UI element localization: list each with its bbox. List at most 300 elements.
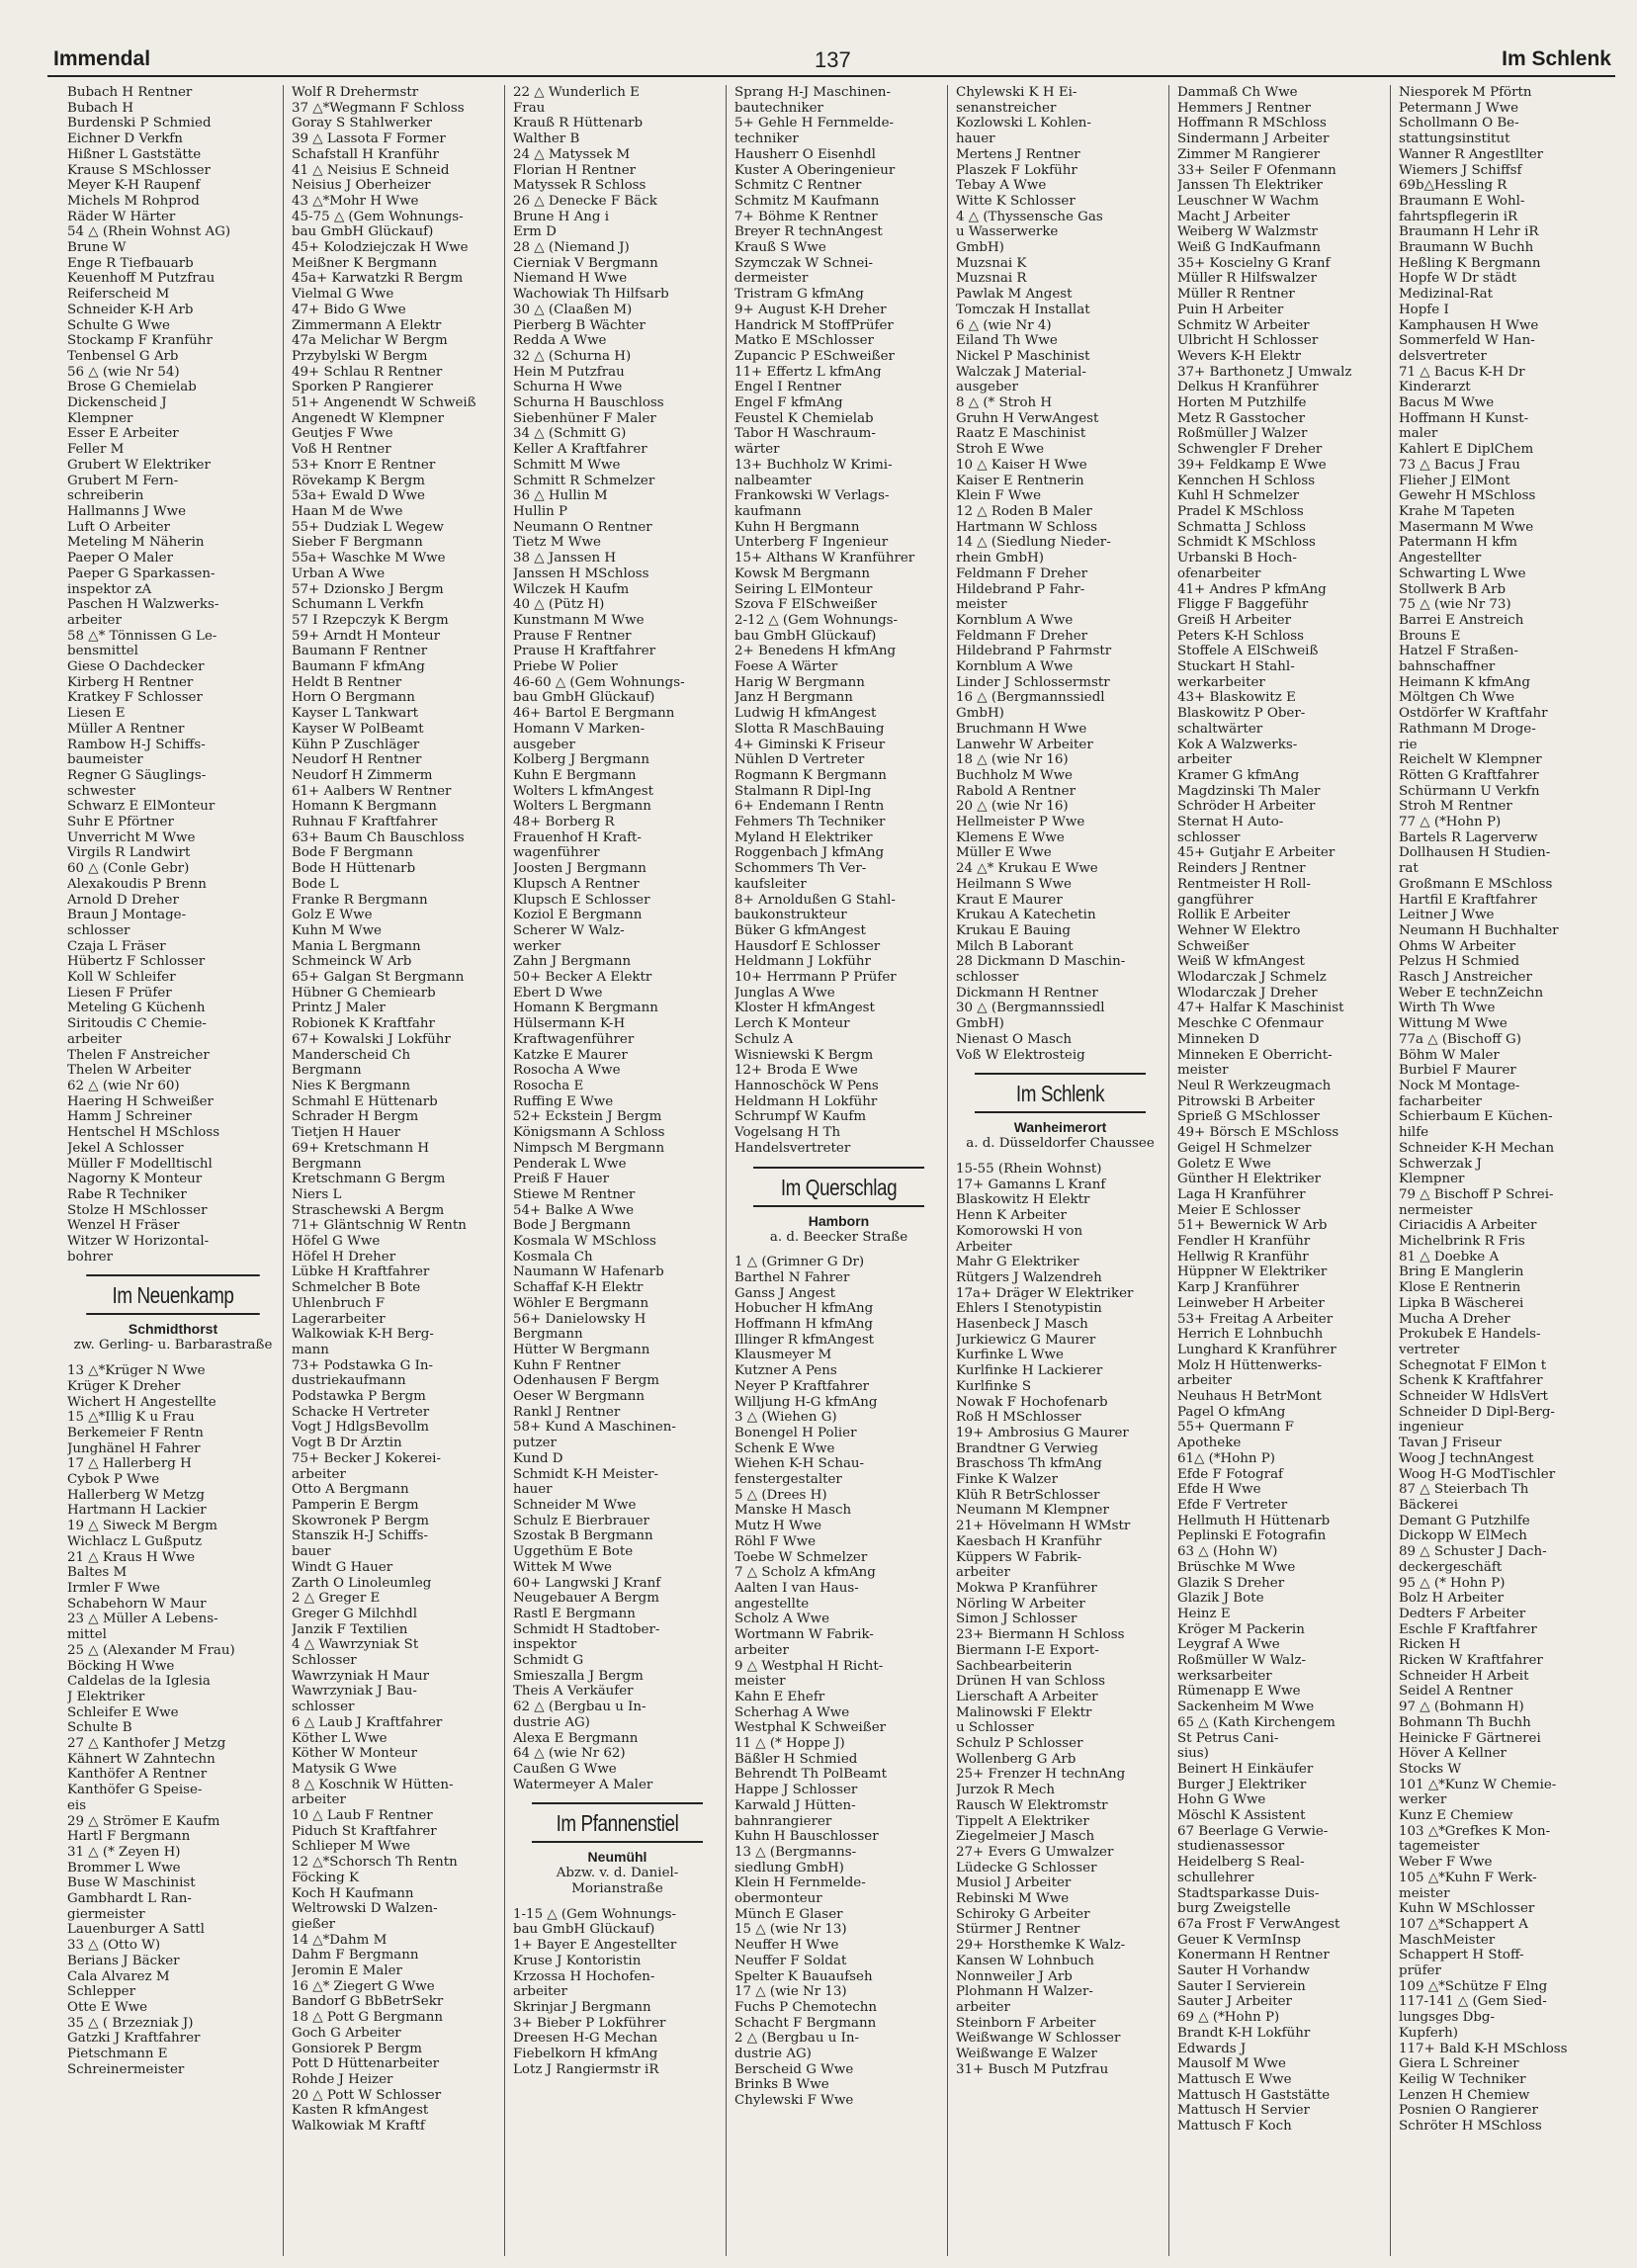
- directory-entry: 4 △ (Thyssensche Gas: [956, 209, 1103, 224]
- directory-entry: Keilig W Techniker: [1399, 2072, 1526, 2087]
- directory-entry: Hohn G Wwe: [1177, 1792, 1266, 1808]
- directory-entry: Stroh E Wwe: [956, 442, 1045, 458]
- directory-entry: Schröder H Arbeiter: [1177, 799, 1316, 815]
- directory-entry: 43 △*Mohr H Wwe: [292, 193, 419, 209]
- directory-entry: Grubert M Fern-: [67, 473, 179, 488]
- directory-entry: 14 △ (Siedlung Nieder-: [956, 535, 1111, 551]
- directory-entry: Meschke C Ofenmaur: [1177, 1016, 1324, 1032]
- directory-entry: Gewehr H MSchloss: [1399, 488, 1536, 504]
- directory-entry: sius): [1177, 1746, 1209, 1762]
- directory-entry: Sprang H-J Maschinen-: [734, 85, 892, 100]
- directory-entry: Bäckerei: [1399, 1497, 1458, 1513]
- directory-entry: angestellte: [734, 1596, 810, 1612]
- directory-entry: Wichert H Angestellte: [67, 1394, 216, 1410]
- directory-entry: Geuer K VermInsp: [1177, 1932, 1301, 1948]
- directory-entry: ingenieur: [1399, 1420, 1464, 1436]
- directory-entry: Leitner J Wwe: [1399, 908, 1495, 923]
- directory-entry: Lübke H Kraftfahrer: [292, 1265, 430, 1280]
- directory-entry: Schwengler F Dreher: [1177, 442, 1323, 458]
- directory-entry: Rötten G Kraftfahrer: [1399, 767, 1539, 783]
- directory-entry: Gambhardt L Ran-: [67, 1891, 192, 1907]
- directory-entry: Homann K Bergmann: [292, 799, 437, 815]
- directory-entry: Thelen W Arbeiter: [67, 1063, 192, 1079]
- directory-entry: Lüdecke G Schlosser: [956, 1860, 1097, 1875]
- street-heading: Im Neuenkamp: [86, 1274, 259, 1315]
- directory-entry: Bruchmann H Wwe: [956, 721, 1087, 737]
- directory-entry: Nickel P Maschinist: [956, 348, 1090, 364]
- directory-entry: 65+ Galgan St Bergmann: [292, 970, 465, 986]
- directory-entry: Köther W Monteur: [292, 1746, 418, 1762]
- directory-entry: Kratkey F Schlosser: [67, 690, 203, 706]
- directory-entry: 21+ Hövelmann H WMstr: [956, 1519, 1131, 1534]
- directory-entry: Janzik F Textilien: [292, 1621, 408, 1637]
- directory-entry: Rankl J Rentner: [513, 1404, 621, 1420]
- directory-entry: Gatzki J Kraftfahrer: [67, 2031, 201, 2047]
- directory-entry: 33 △ (Otto W): [67, 1938, 161, 1954]
- directory-entry: 3 △ (Wiehen G): [734, 1410, 837, 1426]
- directory-entry: Golz E Wwe: [292, 908, 373, 923]
- directory-entry: Wollenberg G Arb: [956, 1751, 1077, 1767]
- directory-entry: Burger J Elektriker: [1177, 1777, 1307, 1792]
- directory-entry: Windt G Hauer: [292, 1559, 393, 1575]
- directory-entry: Nienast O Masch: [956, 1031, 1072, 1047]
- directory-entry: Krauß S Wwe: [734, 240, 826, 256]
- directory-entry: Hemmers J Rentner: [1177, 100, 1312, 116]
- directory-entry: Krukau A Katechetin: [956, 908, 1096, 923]
- directory-entry: Klein F Wwe: [956, 488, 1042, 504]
- directory-entry: Nagorny K Monteur: [67, 1172, 203, 1187]
- directory-entry: delsvertreter: [1399, 348, 1487, 364]
- directory-entry: kaufmann: [734, 503, 802, 519]
- directory-entry: Stiewe M Rentner: [513, 1186, 636, 1202]
- directory-entry: Neugebauer A Bergm: [513, 1591, 659, 1607]
- directory-entry: 45a+ Karwatzki R Bergm: [292, 271, 464, 287]
- directory-entry: Brandtner G Verwieg: [956, 1440, 1098, 1456]
- directory-entry: Willjung H-G kfmAng: [734, 1394, 878, 1410]
- directory-entry: Koll W Schleifer: [67, 970, 176, 986]
- directory-entry: 25 △ (Alexander M Frau): [67, 1642, 235, 1658]
- directory-entry: Lagerarbeiter: [292, 1311, 386, 1327]
- directory-entry: Schmidt K MSchloss: [1177, 535, 1316, 551]
- directory-entry: Lierschaft A Arbeiter: [956, 1689, 1098, 1704]
- directory-entry: Brinks B Wwe: [734, 2077, 829, 2093]
- directory-entry: Pitrowski B Arbeiter: [1177, 1093, 1315, 1109]
- directory-entry: 28 △ (Niemand J): [513, 240, 630, 256]
- directory-entry: Jurzok R Mech: [956, 1783, 1055, 1798]
- directory-entry: Edwards J: [1177, 2041, 1247, 2056]
- directory-entry: Schneider D Dipl-Berg-: [1399, 1404, 1555, 1420]
- directory-entry: Krzossa H Hochofen-: [513, 1968, 655, 1984]
- directory-entry: 23+ Biermann H Schloss: [956, 1627, 1125, 1643]
- directory-entry: Nonnweiler J Arb: [956, 1968, 1073, 1984]
- directory-entry: Schleifer E Wwe: [67, 1704, 179, 1720]
- directory-entry: arbeiter: [1177, 752, 1232, 768]
- directory-entry: Leygraf A Wwe: [1177, 1637, 1280, 1653]
- directory-entry: Caldelas de la Iglesia: [67, 1674, 211, 1690]
- directory-entry: 103 △*Grefkes K Mon-: [1399, 1823, 1551, 1839]
- directory-entry: Woog H-G ModTischler: [1399, 1466, 1556, 1482]
- directory-entry: hilfe: [1399, 1125, 1429, 1141]
- directory-entry: Eiland Th Wwe: [956, 333, 1058, 349]
- directory-entry: Fehmers Th Techniker: [734, 815, 886, 830]
- directory-entry: 71 △ Bacus K-H Dr: [1399, 364, 1525, 380]
- directory-entry: Engel I Rentner: [734, 380, 841, 395]
- directory-entry: Eichner D Verkfn: [67, 131, 183, 147]
- directory-entry: Nies K Bergmann: [292, 1079, 410, 1093]
- directory-entry: 19 △ Siweck M Bergm: [67, 1519, 217, 1534]
- directory-entry: Weber F Wwe: [1399, 1855, 1493, 1871]
- directory-entry: Konermann H Rentner: [1177, 1948, 1330, 1963]
- directory-entry: Kozlowski L Kohlen-: [956, 116, 1091, 131]
- district-heading: Wanheimerort: [1013, 1119, 1107, 1136]
- directory-entry: Kuhn E Bergmann: [513, 767, 637, 783]
- directory-entry: 10 △ Kaiser H Wwe: [956, 457, 1087, 473]
- directory-entry: Paeper O Maler: [67, 551, 174, 567]
- directory-entry: Bode F Bergmann: [292, 845, 413, 861]
- directory-entry: Bode L: [292, 876, 339, 892]
- directory-entry: 55a+ Waschke M Wwe: [292, 551, 446, 567]
- directory-entry: u Wasserwerke: [956, 224, 1059, 240]
- directory-entry: Roggenbach J kfmAng: [734, 845, 885, 861]
- directory-entry: Hopfe W Dr städt: [1399, 271, 1517, 287]
- directory-entry: vertreter: [1399, 1342, 1460, 1357]
- directory-entry: Kaiser E Rentnerin: [956, 473, 1084, 488]
- directory-entry: 95 △ (* Hohn P): [1399, 1575, 1506, 1591]
- directory-entry: Caußen G Wwe: [513, 1761, 617, 1777]
- directory-entry: schlosser: [67, 922, 130, 938]
- directory-entry: Krukau E Bauing: [956, 922, 1071, 938]
- directory-entry: Röhl F Wwe: [734, 1533, 817, 1549]
- directory-entry: Klemens E Wwe: [956, 829, 1065, 845]
- directory-entry: Sauter J Arbeiter: [1177, 1994, 1292, 2010]
- directory-entry: Hütter W Bergmann: [513, 1342, 650, 1357]
- directory-entry: Köther L Wwe: [292, 1730, 388, 1746]
- directory-entry: Kramer G kfmAng: [1177, 767, 1300, 783]
- directory-entry: GmbH): [956, 1016, 1004, 1032]
- directory-entry: Sachbearbeiterin: [956, 1658, 1073, 1674]
- directory-entry: Schmatta J Schloss: [1177, 519, 1306, 535]
- directory-entry: Dammaß Ch Wwe: [1177, 85, 1298, 100]
- directory-entry: 51+ Angenendt W Schweiß: [292, 395, 476, 411]
- directory-entry: Kurlfinke S: [956, 1378, 1032, 1394]
- directory-entry: kaufsleiter: [734, 876, 807, 892]
- directory-entry: 67a Frost F VerwAngest: [1177, 1916, 1340, 1932]
- directory-entry: Stanszik H-J Schiffs-: [292, 1528, 429, 1544]
- directory-entry: Gonsiorek P Bergm: [292, 2041, 422, 2056]
- directory-entry: Dedters F Arbeiter: [1399, 1606, 1526, 1621]
- directory-entry: 56 △ (wie Nr 54): [67, 364, 180, 380]
- directory-entry: 51+ Bewernick W Arb: [1177, 1218, 1328, 1234]
- directory-entry: Rasch J Anstreicher: [1399, 970, 1532, 986]
- directory-entry: Prause F Rentner: [513, 628, 632, 644]
- page-header: [47, 44, 1615, 77]
- directory-entry: Homann K Bergmann: [513, 1001, 658, 1016]
- directory-entry: Brommer L Wwe: [67, 1860, 181, 1875]
- directory-entry: Schulte B: [67, 1720, 132, 1736]
- directory-entry: 79 △ Bischoff P Schrei-: [1399, 1186, 1554, 1202]
- directory-entry: Cierniak V Bergmann: [513, 255, 658, 271]
- directory-entry: Leinweber H Arbeiter: [1177, 1295, 1325, 1311]
- directory-entry: Geigel H Schmelzer: [1177, 1140, 1312, 1156]
- directory-entry: Sauter I Servierein: [1177, 1978, 1306, 1994]
- directory-entry: Wichlacz L Gußputz: [67, 1533, 203, 1549]
- directory-entry: Behrendt Th PolBeamt: [734, 1767, 887, 1783]
- directory-entry: Meißner K Bergmann: [292, 255, 437, 271]
- directory-entry: bautechniker: [734, 100, 823, 116]
- directory-entry: 48+ Borberg R: [513, 815, 615, 830]
- directory-entry: 45-75 △ (Gem Wohnungs-: [292, 209, 464, 224]
- directory-entry: Enge R Tiefbauarb: [67, 255, 194, 271]
- directory-entry: Ricken W Kraftfahrer: [1399, 1653, 1543, 1669]
- directory-entry: Wehner W Elektro: [1177, 922, 1301, 938]
- directory-entry: Urban A Wwe: [292, 566, 386, 581]
- directory-entry: 33+ Seiler F Ofenmann: [1177, 162, 1336, 178]
- directory-entry: Brandt K-H Lokführ: [1177, 2025, 1311, 2041]
- directory-entry: Unverricht M Wwe: [67, 829, 196, 845]
- directory-entry: arbeiter: [292, 1792, 346, 1808]
- directory-entry: 32 △ (Schurna H): [513, 348, 632, 364]
- directory-entry: Burbiel F Maurer: [1399, 1063, 1516, 1079]
- directory-entry: Plohmann H Walzer-: [956, 1984, 1093, 2000]
- directory-entry: Efde F Vertreter: [1177, 1497, 1288, 1513]
- directory-columns: [61, 85, 1615, 2256]
- directory-entry: Berians J Bäcker: [67, 1953, 180, 1968]
- directory-entry: Pamperin E Bergm: [292, 1497, 419, 1513]
- directory-entry: 7 △ Scholz A kfmAng: [734, 1565, 876, 1581]
- directory-entry: Naumann W Hafenarb: [513, 1265, 664, 1280]
- directory-entry: Heidelberg S Real-: [1177, 1855, 1305, 1871]
- directory-entry: Schiroky G Arbeiter: [956, 1906, 1090, 1922]
- directory-entry: 40 △ (Pütz H): [513, 597, 605, 613]
- directory-entry: 45+ Gutjahr E Arbeiter: [1177, 845, 1335, 861]
- directory-entry: Florian H Rentner: [513, 162, 637, 178]
- directory-entry: rhein GmbH): [956, 551, 1044, 567]
- directory-entry: Macht J Arbeiter: [1177, 209, 1290, 224]
- directory-entry: Raatz E Maschinist: [956, 426, 1086, 442]
- directory-entry: Neisius J Oberheizer: [292, 178, 431, 194]
- directory-entry: Cala Alvarez M: [67, 1968, 170, 1984]
- directory-entry: Wiehen K-H Schau-: [734, 1456, 865, 1472]
- directory-entry: Muzsnai R: [956, 271, 1027, 287]
- directory-entry: Arbeiter: [956, 1239, 1012, 1255]
- directory-entry: Bring E Manglerin: [1399, 1265, 1524, 1280]
- directory-entry: hauer: [513, 1482, 553, 1498]
- directory-entry: J Elektriker: [67, 1689, 145, 1704]
- directory-entry: Braun J Montage-: [67, 908, 187, 923]
- district-heading: Hamborn: [808, 1212, 870, 1229]
- directory-entry: inspektor zA: [67, 581, 152, 597]
- directory-entry: Kolberg J Bergmann: [513, 752, 650, 768]
- directory-entry: Siritoudis C Chemie-: [67, 1016, 207, 1032]
- directory-entry: Wittek M Wwe: [513, 1559, 612, 1575]
- directory-entry: 17 △ (wie Nr 13): [734, 1984, 847, 2000]
- directory-entry: Leuschner W Wachm: [1177, 193, 1320, 209]
- directory-entry: nalbeamter: [734, 473, 812, 488]
- directory-entry: Schacke H Vertreter: [292, 1404, 430, 1420]
- directory-entry: Kosmala Ch: [513, 1249, 593, 1265]
- directory-entry: Bandorf G BbBetrSekr: [292, 1994, 444, 2010]
- directory-entry: 62 △ (wie Nr 60): [67, 1079, 180, 1093]
- directory-entry: Müller E Wwe: [956, 845, 1052, 861]
- street-heading: Im Schlenk: [975, 1073, 1146, 1113]
- directory-entry: Seidel A Rentner: [1399, 1684, 1513, 1700]
- directory-entry: Buchholz M Wwe: [956, 767, 1073, 783]
- directory-entry: Zarth O Linoleumleg: [292, 1575, 432, 1591]
- directory-entry: 9 △ Westphal H Richt-: [734, 1658, 884, 1674]
- directory-entry: Hildebrand P Fahr-: [956, 581, 1085, 597]
- directory-entry: arbeiter: [67, 612, 122, 628]
- directory-entry: Schmitt R Schmelzer: [513, 473, 655, 488]
- directory-entry: Bacus M Wwe: [1399, 395, 1495, 411]
- directory-entry: Kuster A Oberingenieur: [734, 162, 896, 178]
- directory-entry: Petermann J Wwe: [1399, 100, 1518, 116]
- directory-entry: Burdenski P Schmied: [67, 116, 212, 131]
- directory-entry: Engel F kfmAng: [734, 395, 843, 411]
- directory-entry: 46-60 △ (Gem Wohnungs-: [513, 674, 685, 690]
- directory-entry: Molz H Hüttenwerks-: [1177, 1357, 1323, 1373]
- directory-entry: 11+ Effertz L kfmAng: [734, 364, 882, 380]
- directory-entry: deckergeschäft: [1399, 1559, 1503, 1575]
- directory-entry: Straschewski A Bergm: [292, 1202, 445, 1218]
- directory-entry: 63+ Baum Ch Bauschloss: [292, 829, 465, 845]
- directory-entry: Schmitz C Rentner: [734, 178, 862, 194]
- directory-entry: Lenzen H Chemiew: [1399, 2087, 1530, 2103]
- directory-entry: Meier E Schlosser: [1177, 1202, 1301, 1218]
- directory-entry: Buse W Maschinist: [67, 1875, 196, 1891]
- directory-entry: Walkowiak K-H Berg-: [292, 1327, 434, 1343]
- directory-entry: Haering H Schweißer: [67, 1093, 214, 1109]
- directory-entry: dustriekaufmann: [292, 1373, 406, 1389]
- directory-entry: Mattusch H Gaststätte: [1177, 2087, 1331, 2103]
- directory-entry: bahnrangierer: [734, 1813, 832, 1829]
- directory-entry: Mahr G Elektriker: [956, 1255, 1079, 1270]
- directory-entry: Schenk K Kraftfahrer: [1399, 1373, 1543, 1389]
- directory-entry: schlosser: [1177, 829, 1241, 845]
- directory-entry: Hartfil E Kraftfahrer: [1399, 892, 1537, 908]
- directory-entry: Schierbaum E Küchen-: [1399, 1109, 1553, 1125]
- directory-entry: ausgeber: [513, 737, 575, 752]
- directory-entry: Meteling M Näherin: [67, 535, 205, 551]
- directory-entry: wärter: [734, 442, 780, 458]
- directory-entry: Rentmeister H Roll-: [1177, 876, 1311, 892]
- directory-entry: 55+ Quermann F: [1177, 1420, 1294, 1436]
- directory-entry: 5+ Gehle H Fernmelde-: [734, 116, 895, 131]
- directory-entry: Keller A Kraftfahrer: [513, 442, 647, 458]
- directory-entry: 31 △ (* Zeyen H): [67, 1844, 181, 1860]
- header-right-street: Im Schlenk: [1502, 47, 1611, 70]
- directory-entry: Przybylski W Bergm: [292, 348, 428, 364]
- directory-entry: Weißwange E Walzer: [956, 2047, 1097, 2062]
- directory-entry: Roßmüller W Walz-: [1177, 1653, 1307, 1669]
- directory-entry: Schmahl E Hüttenarb: [292, 1093, 438, 1109]
- directory-entry: Bergmann: [292, 1156, 362, 1172]
- directory-entry: Neuhaus H BetrMont: [1177, 1389, 1322, 1405]
- directory-entry: Vielmal G Wwe: [292, 287, 394, 303]
- directory-entry: 18 △ (wie Nr 16): [956, 752, 1069, 768]
- directory-entry: bauer: [292, 1544, 331, 1560]
- directory-entry: 29 △ Strömer E Kaufm: [67, 1813, 220, 1829]
- directory-entry: Ricken H: [1399, 1637, 1461, 1653]
- directory-entry: Neumann M Klempner: [956, 1503, 1109, 1519]
- directory-entry: Dollhausen H Studien-: [1399, 845, 1551, 861]
- directory-entry: Böcking H Wwe: [67, 1658, 175, 1674]
- directory-entry: Woog J technAngest: [1399, 1450, 1534, 1466]
- directory-entry: Kloster H kfmAngest: [734, 1001, 875, 1016]
- directory-entry: Musiol J Arbeiter: [956, 1875, 1072, 1891]
- directory-entry: Kutzner A Pens: [734, 1363, 837, 1379]
- directory-entry: Siebenhüner F Maler: [513, 410, 656, 426]
- directory-entry: Schegnotat F ElMon t: [1399, 1357, 1547, 1373]
- directory-entry: mann: [292, 1342, 329, 1357]
- directory-entry: 73 △ Bacus J Frau: [1399, 457, 1520, 473]
- directory-entry: Schrumpf W Kaufm: [734, 1109, 867, 1125]
- directory-entry: 75 △ (wie Nr 73): [1399, 597, 1511, 613]
- directory-entry: 59+ Arndt H Monteur: [292, 628, 441, 644]
- street-location-note: a. d. Beecker Straße: [769, 1229, 908, 1245]
- directory-entry: Luft O Arbeiter: [67, 519, 170, 535]
- directory-entry: Günther H Elektriker: [1177, 1172, 1322, 1187]
- directory-entry: Schmidt K-H Meister-: [513, 1466, 658, 1482]
- directory-entry: 35 △ ( Brzezniak J): [67, 2015, 194, 2031]
- directory-entry: 53a+ Ewald D Wwe: [292, 488, 425, 504]
- directory-entry: Walkowiak M Kraftf: [292, 2119, 425, 2135]
- directory-entry: Lunghard K Kranführer: [1177, 1342, 1336, 1357]
- directory-entry: Schommers Th Ver-: [734, 861, 867, 877]
- directory-entry: Mertens J Rentner: [956, 146, 1080, 162]
- directory-entry: Slotta R MaschBauing: [734, 721, 885, 737]
- directory-entry: Matysik G Wwe: [292, 1761, 397, 1777]
- directory-entry: Höfel H Dreher: [292, 1249, 396, 1265]
- directory-entry: 65 △ (Kath Kirchengem: [1177, 1714, 1335, 1730]
- directory-entry: Michels M Rohprod: [67, 193, 200, 209]
- directory-entry: Vogt B Dr Ärztin: [292, 1436, 402, 1451]
- directory-entry: Brouns E: [1399, 628, 1461, 644]
- directory-entry: schlosser: [956, 970, 1019, 986]
- directory-entry: Roß H MSchlosser: [956, 1410, 1081, 1426]
- directory-entry: dermeister: [734, 271, 809, 287]
- directory-entry: Kirberg H Rentner: [67, 674, 194, 690]
- directory-entry: Mokwa P Kranführer: [956, 1580, 1097, 1596]
- directory-entry: 69+ Kretschmann H: [292, 1140, 430, 1156]
- directory-entry: Junglas A Wwe: [734, 985, 835, 1001]
- directory-entry: Barthel N Fahrer: [734, 1269, 850, 1285]
- directory-entry: GmbH): [956, 240, 1004, 256]
- directory-entry: Wanner R Angestllter: [1399, 146, 1544, 162]
- directory-entry: Esser E Arbeiter: [67, 426, 179, 442]
- directory-entry: arbeiter: [513, 1984, 567, 2000]
- directory-entry: Neuffer H Wwe: [734, 1938, 839, 1954]
- directory-entry: Königsmann A Schloss: [513, 1125, 665, 1141]
- directory-entry: Manderscheid Ch: [292, 1047, 411, 1063]
- directory-entry: Heilmann S Wwe: [956, 876, 1072, 892]
- directory-entry: 105 △*Kuhn F Werk-: [1399, 1870, 1537, 1885]
- directory-entry: Janz H Bergmann: [734, 690, 853, 706]
- directory-entry: Stadtsparkasse Duis-: [1177, 1885, 1320, 1901]
- directory-entry: Heldmann J Lokführ: [734, 954, 871, 970]
- directory-entry: rat: [1399, 861, 1419, 877]
- directory-entry: Braschoss Th kfmAng: [956, 1456, 1102, 1472]
- directory-entry: Hildebrand P Fahrmstr: [956, 644, 1112, 659]
- directory-entry: Hausdorf E Schlosser: [734, 938, 881, 954]
- directory-entry: Koch H Kaufmann: [292, 1885, 414, 1901]
- directory-entry: Sackenheim M Wwe: [1177, 1700, 1315, 1715]
- directory-entry: Otte E Wwe: [67, 1999, 148, 2015]
- directory-entry: Franke R Bergmann: [292, 892, 428, 908]
- directory-entry: Räder W Härter: [67, 209, 176, 224]
- directory-entry: 24 △* Krukau E Wwe: [956, 861, 1098, 877]
- directory-entry: Wirth Th Wwe: [1399, 1001, 1496, 1016]
- directory-entry: Müller R Rentner: [1177, 287, 1295, 303]
